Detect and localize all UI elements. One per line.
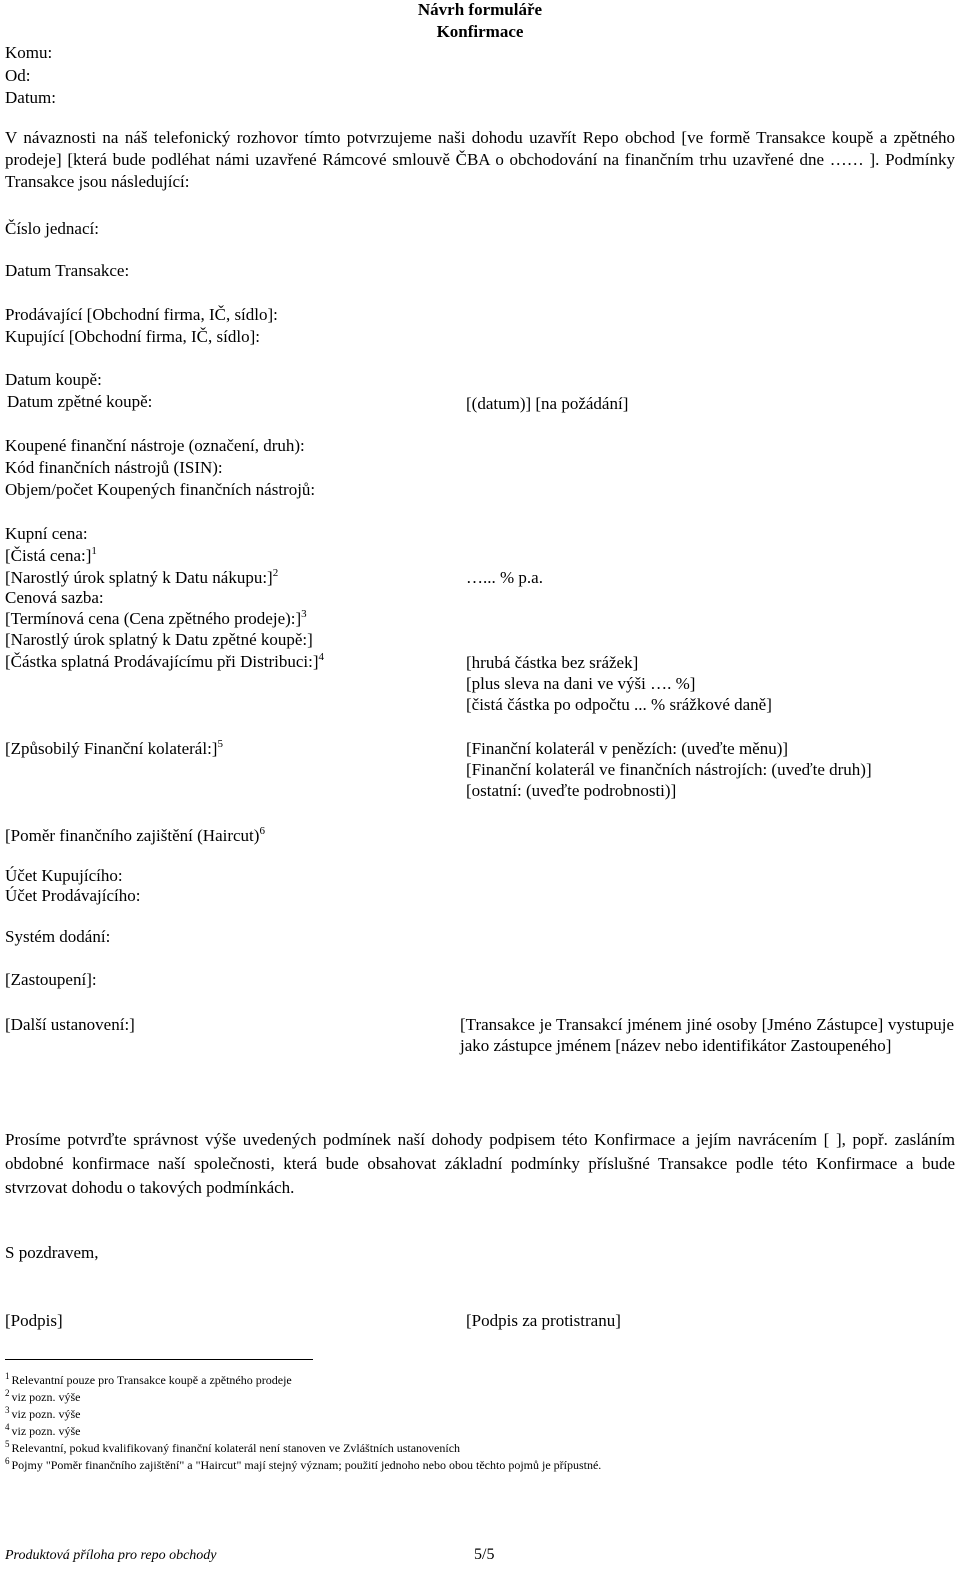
seller-account-label: Účet Prodávajícího: — [5, 886, 141, 905]
footnote-ref-5: 5 — [217, 738, 223, 750]
seller-label: Prodávající [Obchodní firma, IČ, sídlo]: — [5, 305, 278, 324]
closing-paragraph: Prosíme potvrďte správnost výše uvedených podmínek naší dohody podpisem této Konfirmace a jejím navrácením [ ], popř. zasláním obdobné konfirmace naší společnosti, která bude obsahovat základní podmínky příslušné Transakce podle této Konfirmace a bude stvrzovat dohodu o takových podmínkách. — [5, 1130, 955, 1197]
distribution-value-net: [čistá částka po odpočtu ... % srážkové daně] — [466, 695, 772, 714]
repurchase-date-label: Datum zpětné koupě: — [7, 392, 153, 411]
page-title: Návrh formuláře — [417, 0, 543, 19]
footnote-ref-2: 2 — [272, 567, 279, 579]
distribution-amount-label: [Částka splatná Prodávajícímu při Distribuci:]$^4$ — [5, 651, 324, 671]
footnote-ref-6: 6 — [259, 825, 265, 837]
repurchase-date-value: [(datum)] [na požádání] — [466, 394, 629, 413]
clean-price-label: [Čistá cena:]$^1$ — [5, 545, 97, 565]
rate-label: Cenová sazba: — [5, 588, 104, 607]
footnote-3: $^3$ viz pozn. výše — [5, 1405, 81, 1421]
volume-label: Objem/počet Koupených finančních nástrojů: — [5, 480, 316, 499]
representation-label: [Zastoupení]: — [5, 970, 97, 989]
purchase-price-label: Kupní cena: — [5, 524, 88, 543]
collateral-value-securities: [Finanční kolaterál ve finančních nástrojích: (uveďte druh)] — [466, 760, 872, 779]
buyer-label: Kupující [Obchodní firma, IČ, sídlo]: — [5, 327, 260, 346]
footnote-divider — [5, 1359, 313, 1360]
footnote-ref-3: 3 — [301, 608, 307, 620]
collateral-value-cash: [Finanční kolaterál v penězích: (uveďte měnu)] — [466, 739, 789, 758]
footnote-ref-4: 4 — [318, 651, 324, 663]
transaction-date-label: Datum Transakce: — [5, 261, 130, 280]
footnote-2: $^2$ viz pozn. výše — [5, 1388, 81, 1404]
distribution-value-discount: [plus sleva na dani ve výši …. %] — [466, 674, 696, 693]
footnote-4: $^4$ viz pozn. výše — [5, 1422, 81, 1438]
purchase-date-label: Datum koupě: — [5, 370, 102, 389]
counter-signature: [Podpis za protistranu] — [466, 1311, 621, 1330]
haircut-label: [Poměr finančního zajištění (Haircut)$^6$ — [5, 825, 265, 845]
reference-label: Číslo jednací: — [5, 219, 99, 238]
footnote-6: $^6$ Pojmy "Poměr finančního zajištění" a "Haircut" mají stejný význam; použití jednoho nebo obou těchto pojmů je přípustné. — [5, 1456, 602, 1472]
isin-label: Kód finančních nástrojů (ISIN): — [5, 458, 223, 477]
accrued-interest-repurchase-label: [Narostlý úrok splatný k Datu zpětné koupě:] — [5, 630, 313, 649]
footnote-5: $^5$ Relevantní, pokud kvalifikovaný finanční kolaterál není stanoven ve Zvláštních ustanoveních — [5, 1439, 461, 1455]
intro-paragraph: V návaznosti na náš telefonický rozhovor tímto potvrzujeme naši dohodu uzavřít Repo obchod [ve formě Transakce koupě a zpětného prodeje] [která bude podléhat námi uzavřené Rámcové smlouvě ČBA o obchodování na finančním trhu uzavřené dne …… ]. Podmínky Transakce jsou následující: — [5, 128, 955, 191]
date-label: Datum: — [5, 88, 56, 107]
other-provisions-label: [Další ustanovení:] — [5, 1015, 135, 1034]
to-label: Komu: — [5, 43, 53, 62]
forward-price-label: [Termínová cena (Cena zpětného prodeje):]$^3$ — [5, 608, 307, 628]
rate-value: …... % p.a. — [466, 568, 543, 587]
collateral-value-other: [ostatní: (uveďte podrobnosti)] — [466, 781, 677, 800]
distribution-value-gross: [hrubá částka bez srážek] — [466, 653, 639, 672]
instruments-label: Koupené finanční nástroje (označení, druh): — [5, 436, 305, 455]
from-label: Od: — [5, 66, 31, 85]
footer-document-name: Produktová příloha pro repo obchody — [5, 1548, 217, 1563]
other-provisions-value: [Transakce je Transakcí jménem jiné osoby [Jméno Zástupce] vystupuje jako zástupce jménem [název nebo identifikátor Zastoupeného] — [460, 1015, 954, 1055]
page-subtitle: Konfirmace — [436, 22, 524, 41]
accrued-interest-purchase-label: [Narostlý úrok splatný k Datu nákupu:]$^2$ — [5, 567, 279, 587]
footnote-ref-1: 1 — [91, 545, 97, 557]
footer-page-number: 5/5 — [474, 1546, 495, 1563]
footnote-1: $^1$ Relevantní pouze pro Transakce koupě a zpětného prodeje — [5, 1371, 292, 1387]
greeting: S pozdravem, — [5, 1243, 99, 1262]
delivery-system-label: Systém dodání: — [5, 927, 111, 946]
buyer-account-label: Účet Kupujícího: — [5, 866, 123, 885]
signature: [Podpis] — [5, 1311, 63, 1330]
collateral-label: [Způsobilý Finanční kolaterál:]$^5$ — [5, 738, 223, 758]
